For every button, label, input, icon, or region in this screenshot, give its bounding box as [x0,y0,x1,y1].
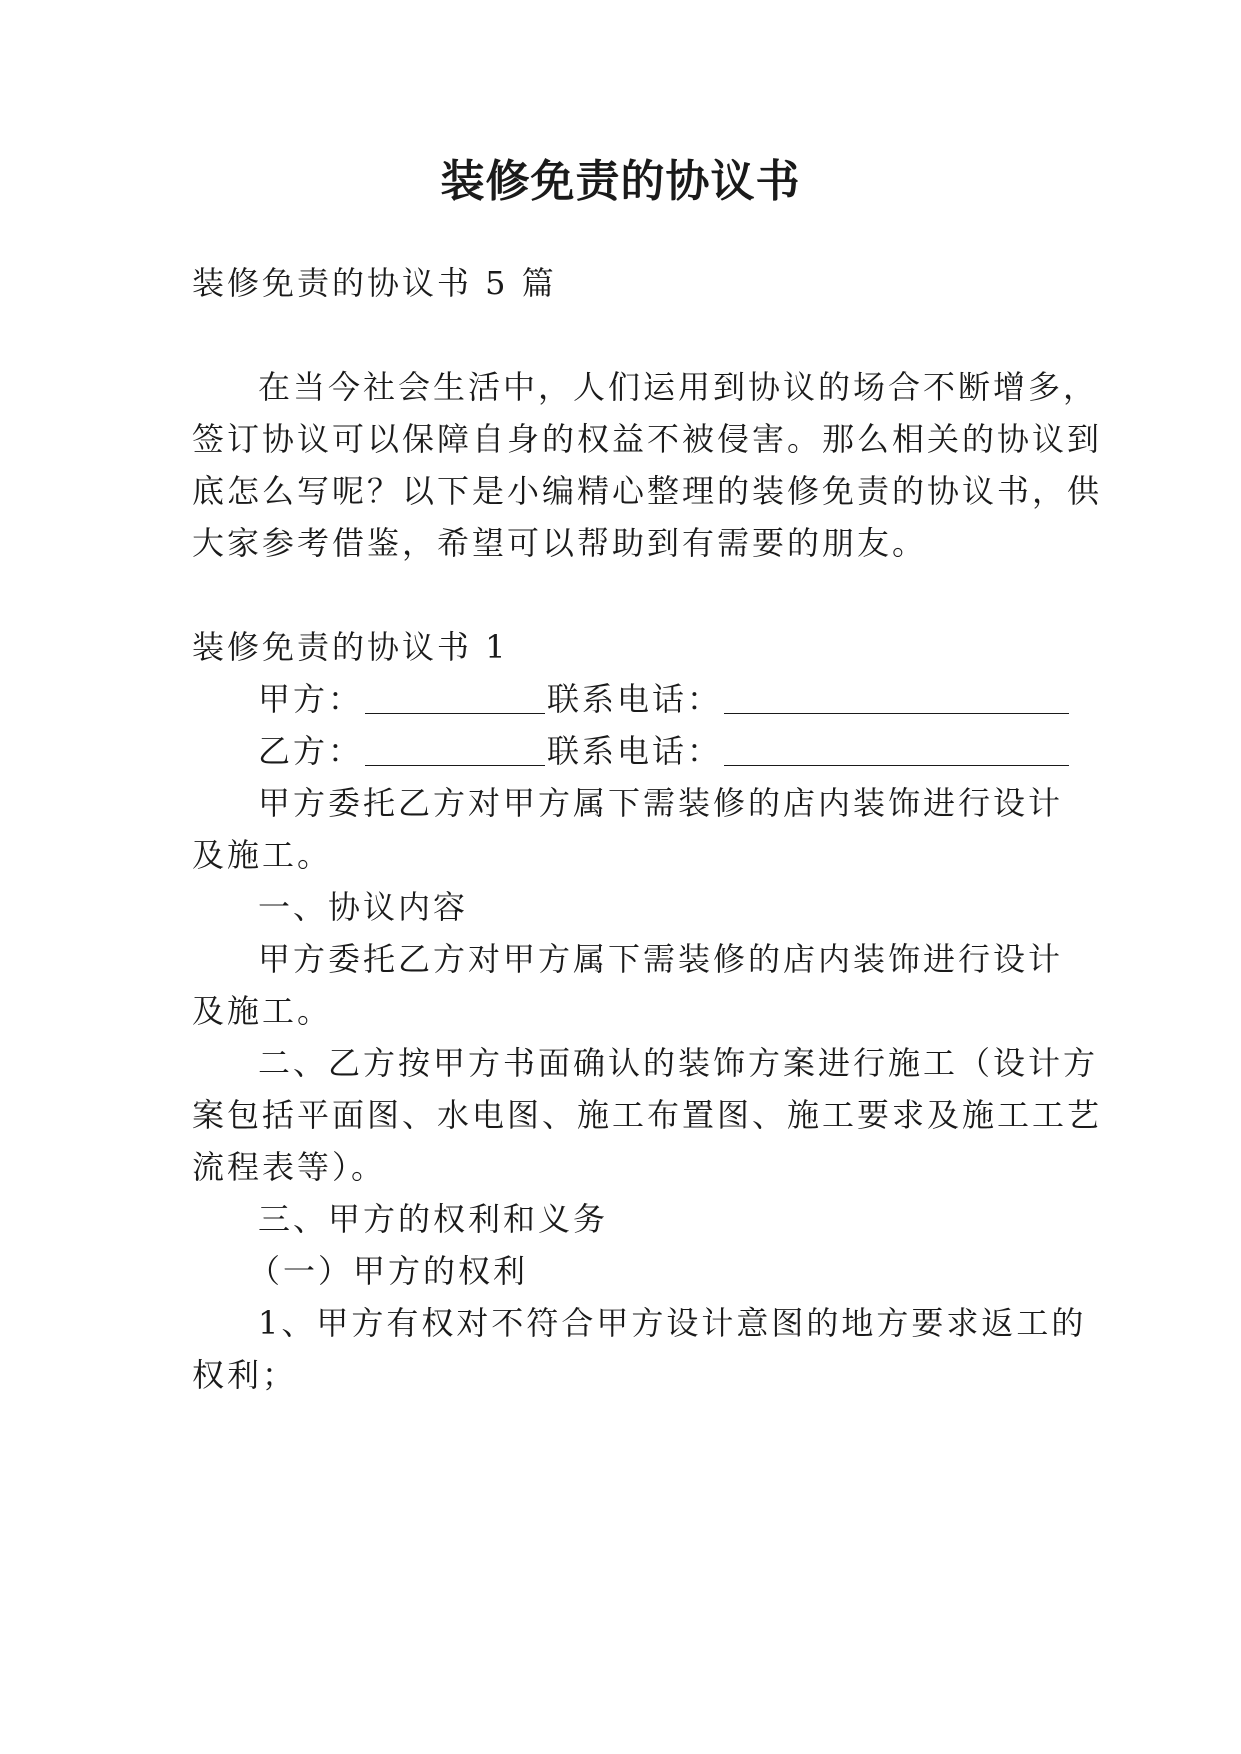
party-a-label: 甲方： [258,680,364,718]
intro-line-4: 大家参考借鉴，希望可以帮助到有需要的朋友。 [192,524,928,562]
para1-line-2: 及施工。 [192,836,333,874]
item3-title: 三、甲方的权利和义务 [258,1200,609,1238]
party-a-name-blank [365,683,545,714]
party-b-phone-label: 联系电话： [547,732,723,770]
section-heading: 装修免责的协议书 1 [192,628,509,666]
party-a-phone-label: 联系电话： [547,680,723,718]
para1-line-1: 甲方委托乙方对甲方属下需装修的店内装饰进行设计 [258,784,1064,822]
intro-line-1: 在当今社会生活中，人们运用到协议的场合不断增多， [258,368,1099,406]
item1-title: 一、协议内容 [258,888,469,926]
item2-line-1: 二、乙方按甲方书面确认的装饰方案进行施工（设计方 [258,1044,1099,1082]
point1-line-1: 1、甲方有权对不符合甲方设计意图的地方要求返工的 [258,1304,1087,1342]
subtitle: 装修免责的协议书 5 篇 [192,264,557,302]
para2-line-2: 及施工。 [192,992,333,1030]
party-a-line [258,677,1071,721]
intro-line-2: 签订协议可以保障自身的权益不被侵害。那么相关的协议到 [192,420,1103,458]
item2-line-2: 案包括平面图、水电图、施工布置图、施工要求及施工工艺 [192,1096,1103,1134]
para2-line-1: 甲方委托乙方对甲方属下需装修的店内装饰进行设计 [258,940,1064,978]
party-b-line [258,729,1071,773]
sub1-title: （一）甲方的权利 [248,1252,529,1290]
document-title: 装修免责的协议书 [440,156,801,207]
party-b-label: 乙方： [258,732,364,770]
party-b-name-blank [365,735,545,766]
intro-line-3: 底怎么写呢？以下是小编精心整理的装修免责的协议书，供 [192,472,1103,510]
item2-line-3: 流程表等）。 [192,1148,387,1186]
party-b-phone-blank [724,735,1069,766]
party-a-phone-blank [724,683,1069,714]
point1-line-2: 权利； [192,1356,298,1394]
